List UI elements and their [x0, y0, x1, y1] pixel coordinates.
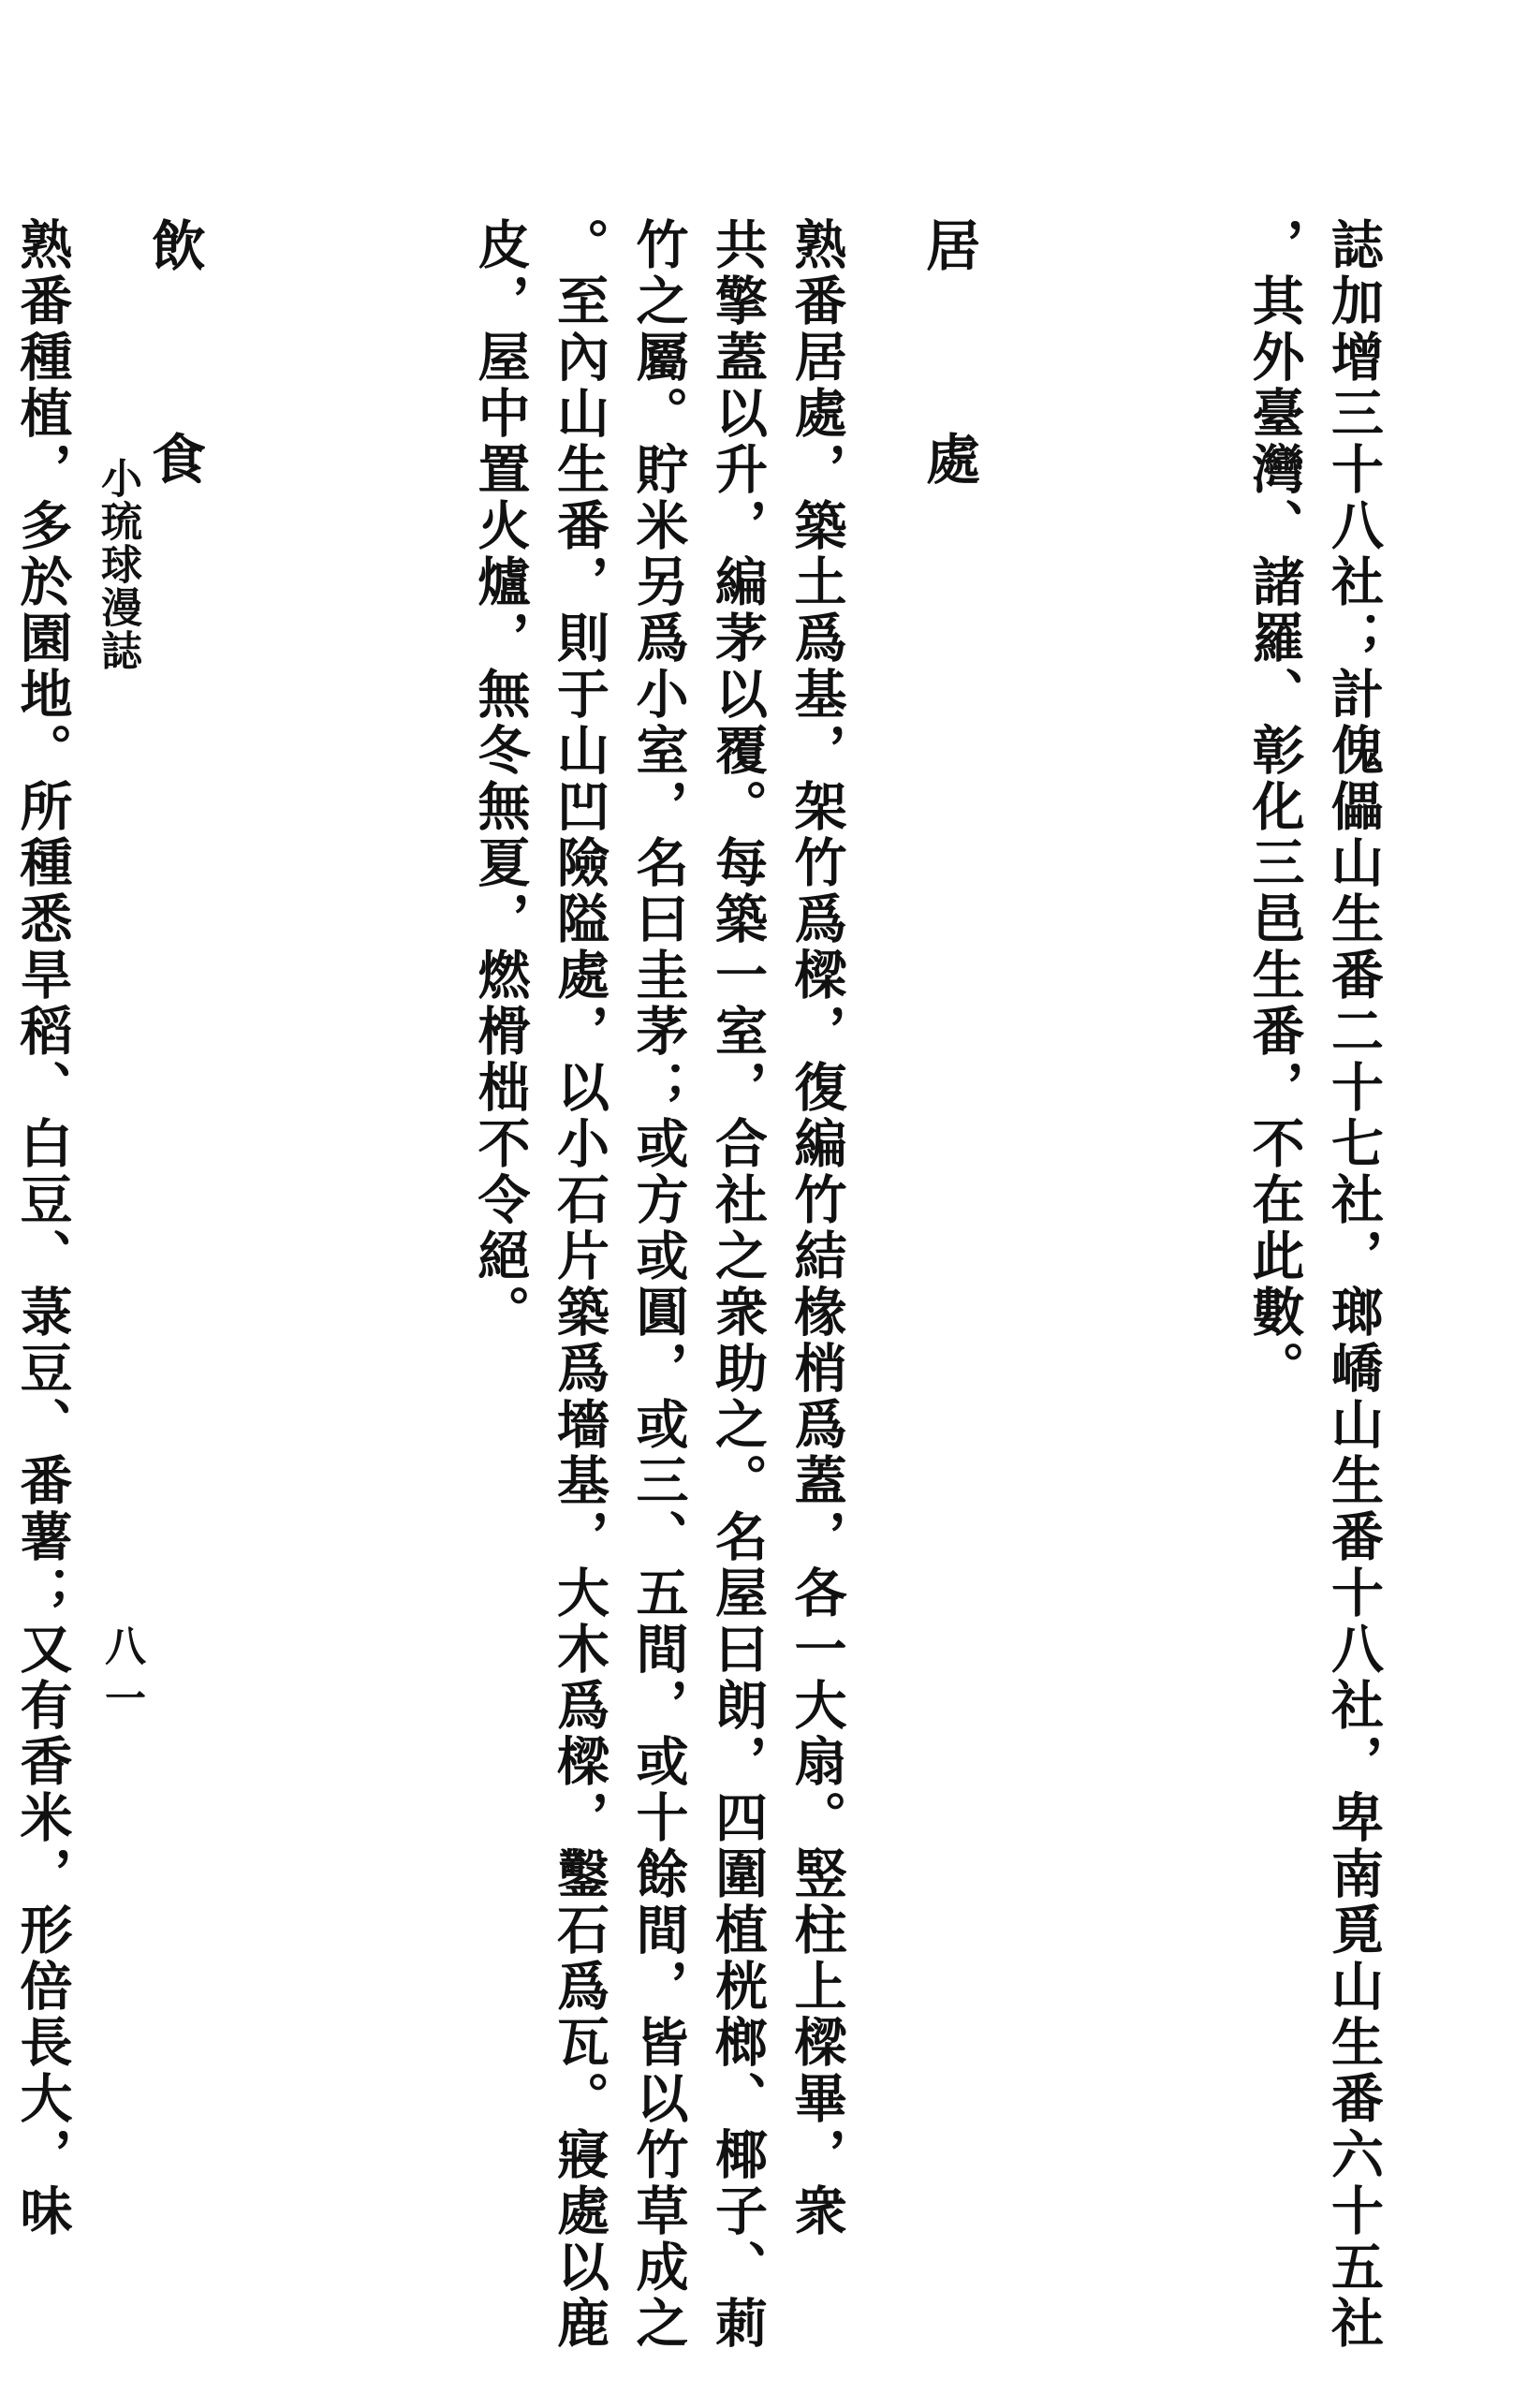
text-column	[0, 217, 3, 1762]
text-column: 共擎蓋以升，編茅以覆。每築一室，合社之衆助之。名屋曰朗，四圍植桄榔、椰子、莿	[707, 217, 769, 2352]
text-column: 。至內山生番，則于山凹險隘處，以小石片築爲墻基，大木爲樑，鑿石爲瓦。寢處以鹿	[549, 217, 610, 2352]
text-column: 熟番種植，多於園地。所種悉旱稻、白豆、菉豆、番薯；又有香米，形倍長大，味	[11, 217, 74, 2239]
running-title: 小琉球漫誌	[94, 457, 141, 672]
page-number: 八一	[97, 1624, 145, 1729]
text-column: ，其外臺灣、諸羅、彰化三邑生番，不在此數。	[1243, 217, 1306, 1397]
text-column: 竹之屬。貯米另爲小室，名曰圭茅；或方或圓，或三、五間，或十餘間，皆以竹草成之	[627, 217, 690, 2352]
section-heading-residence: 居 處	[917, 217, 980, 537]
text-column: 皮，屋中置火爐，無冬無夏，燃榾柮不令絕。	[469, 217, 532, 1341]
text-column: 熟番居處，築土爲基，架竹爲樑，復編竹結椽梢爲蓋，各一大扇。竪柱上樑畢，衆	[786, 217, 848, 2239]
text-column: 誌加增三十八社；計傀儡山生番二十七社，瑯嶠山生番十八社，卑南覓山生番六十五社	[1323, 217, 1385, 2352]
body-text	[0, 217, 1393, 2352]
section-heading-food: 飲 食	[142, 217, 206, 537]
